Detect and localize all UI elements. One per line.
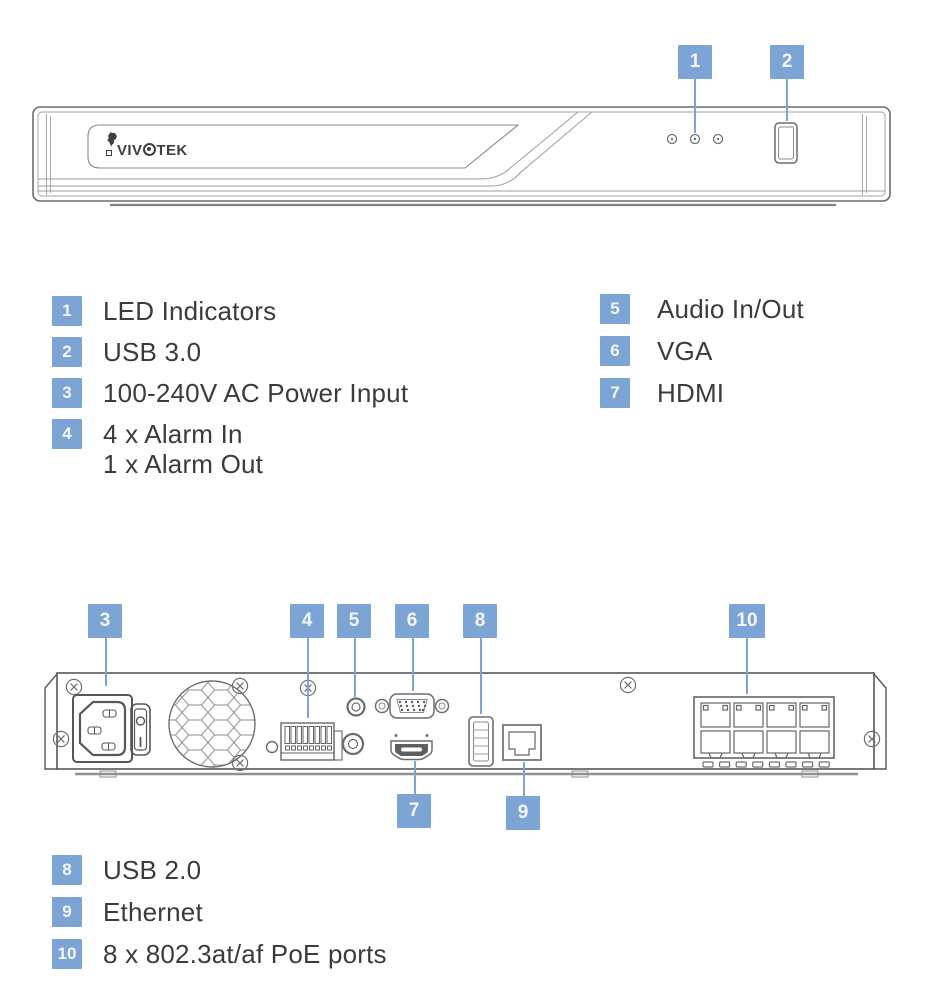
legend-label-ethernet: Ethernet <box>103 897 203 927</box>
legend-label-led-indicators: LED Indicators <box>103 296 277 326</box>
legend-badge-1: 1 <box>52 296 82 326</box>
legend-label-alarm-in: 4 x Alarm In <box>103 419 243 449</box>
callout-line-5 <box>354 638 356 697</box>
callout-badge-7: 7 <box>397 794 431 828</box>
logo-o-icon <box>143 143 156 156</box>
legend-label-usb2: USB 2.0 <box>103 855 202 885</box>
callout-line-3 <box>105 638 107 686</box>
registered-mark <box>106 150 112 156</box>
rear-panel-drawing <box>45 673 886 777</box>
legend-badge-9: 9 <box>52 897 82 927</box>
legend-label-vga: VGA <box>657 336 713 366</box>
callout-line-4 <box>307 638 309 718</box>
callout-line-2 <box>786 79 788 121</box>
callout-badge-10: 10 <box>729 604 765 638</box>
legend-label-poe: 8 x 802.3at/af PoE ports <box>103 939 387 969</box>
callout-badge-2: 2 <box>770 45 804 79</box>
callout-badge-8: 8 <box>463 604 497 638</box>
legend-badge-4: 4 <box>52 419 82 449</box>
callout-line-6 <box>412 638 414 691</box>
callout-badge-5: 5 <box>337 604 371 638</box>
callout-badge-1: 1 <box>678 45 712 79</box>
callout-line-7 <box>414 761 416 794</box>
legend-label-power-input: 100-240V AC Power Input <box>103 378 409 408</box>
vivotek-bird-icon <box>103 131 118 148</box>
callout-badge-9: 9 <box>506 796 540 830</box>
callout-line-8 <box>480 638 482 714</box>
legend-badge-3: 3 <box>52 378 82 408</box>
callout-badge-6: 6 <box>395 604 429 638</box>
legend-badge-5: 5 <box>600 294 630 324</box>
callout-badge-4: 4 <box>290 604 324 638</box>
legend-badge-2: 2 <box>52 337 82 367</box>
fan-grille <box>169 681 255 767</box>
legend-badge-8: 8 <box>52 855 82 885</box>
callout-line-9 <box>523 762 525 796</box>
vivotek-logo <box>103 131 213 163</box>
legend-label-usb3: USB 3.0 <box>103 337 202 367</box>
callout-line-1 <box>694 79 696 133</box>
legend-badge-6: 6 <box>600 336 630 366</box>
callout-badge-3: 3 <box>88 604 122 638</box>
legend-label-alarm-out: 1 x Alarm Out <box>103 449 264 479</box>
legend-badge-10: 10 <box>52 939 82 969</box>
legend-badge-7: 7 <box>600 378 630 408</box>
callout-line-10 <box>746 638 748 694</box>
legend-label-audio: Audio In/Out <box>657 294 804 324</box>
legend-label-hdmi: HDMI <box>657 378 725 408</box>
brand-name: VIV TEK <box>117 142 188 159</box>
